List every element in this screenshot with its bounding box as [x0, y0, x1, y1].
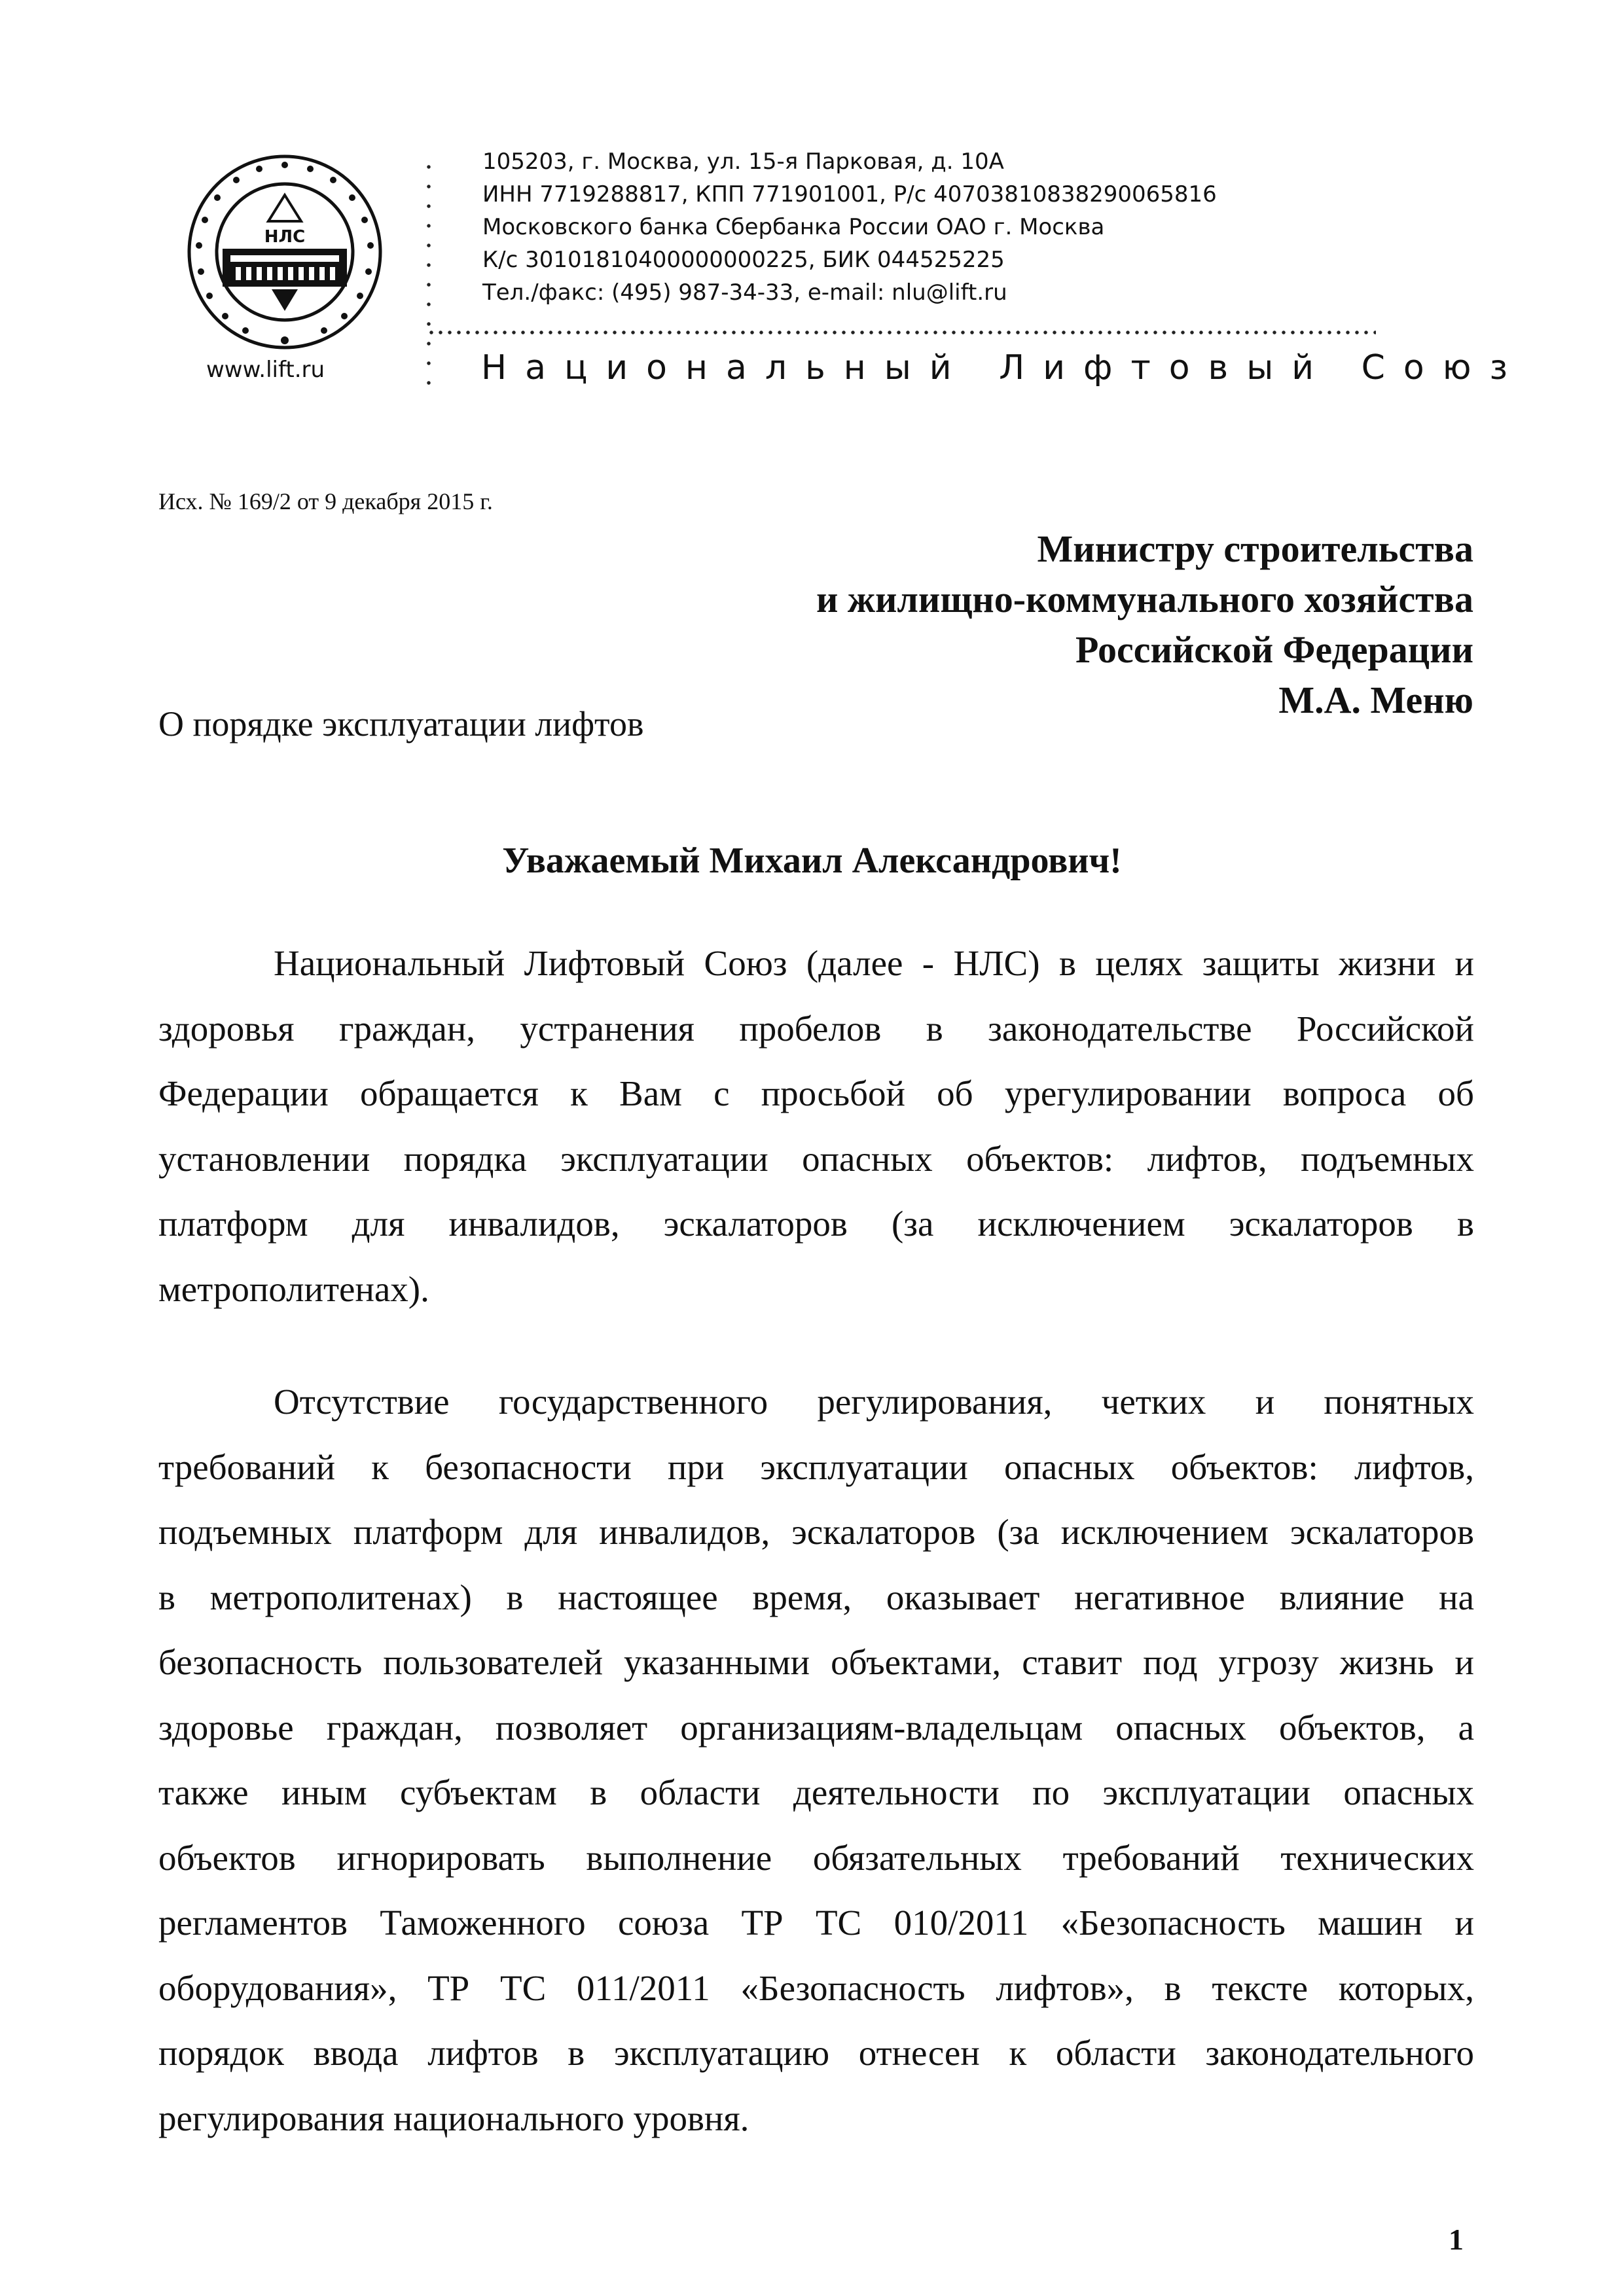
organization-logo-seal — [183, 151, 386, 353]
paragraph-line: регулирования национального уровня. — [158, 2098, 749, 2138]
paragraph-line: регламентов Таможенного союза ТР ТС 010/2011 «Безопасность машин и — [158, 1903, 1474, 1943]
outgoing-reference: Исх. № 169/2 от 9 декабря 2015 г. — [158, 488, 493, 514]
paragraph-line: безопасность пользователей указанными объектами, ставит под угрозу жизнь и — [158, 1642, 1474, 1682]
vertical-dotted-divider — [427, 157, 431, 399]
addressee-block — [816, 524, 1473, 725]
paragraph-line: оборудования», ТР ТС 011/2011 «Безопасность лифтов», в тексте которых, — [158, 1967, 1474, 2008]
paragraph-line: здоровья граждан, устранения пробелов в законодательстве Российской — [158, 1008, 1474, 1049]
contacts-line: Тел./факс: (495) 987-34-33, e-mail: nlu@lift.ru — [482, 279, 1007, 306]
paragraph-line: в метрополитенах) в настоящее время, оказывает негативное влияние на — [158, 1577, 1474, 1617]
paragraph-line: Отсутствие государственного регулирования, четких и понятных — [274, 1382, 1474, 1422]
salutation: Уважаемый Михаил Александрович! — [502, 840, 1122, 881]
paragraph-line: требований к безопасности при эксплуатации опасных объектов: лифтов, — [158, 1446, 1474, 1487]
body-paragraph — [158, 1369, 1474, 2151]
paragraph-line: Национальный Лифтовый Союз (далее - НЛС) в целях защиты жизни и — [274, 943, 1474, 983]
organization-name: Национальный Лифтовый Союз — [481, 348, 1526, 387]
addressee-line: Министру строительства — [1037, 528, 1473, 570]
addressee-line: Российской Федерации — [1075, 628, 1473, 671]
body-paragraph — [158, 931, 1474, 1321]
inn-kpp-line: ИНН 7719288817, КПП 771901001, Р/с 40703810838290065816 — [482, 181, 1217, 207]
paragraph-line: здоровье граждан, позволяет организациям-владельцам опасных объектов, а — [158, 1707, 1474, 1748]
letter-subject: О порядке эксплуатации лифтов — [158, 704, 644, 744]
website-link[interactable]: www.lift.ru — [206, 357, 325, 383]
ks-bik-line: К/с 30101810400000000225, БИК 044525225 — [482, 247, 1005, 273]
paragraph-line: также иным субъектам в области деятельности по эксплуатации опасных — [158, 1772, 1474, 1812]
paragraph-line: платформ для инвалидов, эскалаторов (за исключением эскалаторов в — [158, 1204, 1474, 1244]
requisites-block — [482, 145, 1217, 309]
horizontal-dotted-divider — [427, 331, 1376, 334]
paragraph-line: подъемных платформ для инвалидов, эскалаторов (за исключением эскалаторов — [158, 1512, 1474, 1552]
logo-label: НЛС — [264, 227, 306, 247]
addressee-line: М.А. Меню — [1278, 679, 1473, 721]
addressee-line: и жилищно-коммунального хозяйства — [816, 578, 1473, 620]
paragraph-line: метрополитенах). — [158, 1268, 429, 1309]
paragraph-line: объектов игнорировать выполнение обязательных требований технических — [158, 1837, 1474, 1878]
paragraph-line: порядок ввода лифтов в эксплуатацию отнесен к области законодательного — [158, 2033, 1474, 2073]
address-line: 105203, г. Москва, ул. 15-я Парковая, д. 10А — [482, 149, 1004, 175]
paragraph-line: Федерации обращается к Вам с просьбой об урегулировании вопроса об — [158, 1073, 1474, 1113]
paragraph-line: установлении порядка эксплуатации опасных объектов: лифтов, подъемных — [158, 1138, 1474, 1179]
bank-line: Московского банка Сбербанка России ОАО г. Москва — [482, 214, 1105, 240]
page-number: 1 — [1449, 2223, 1464, 2256]
